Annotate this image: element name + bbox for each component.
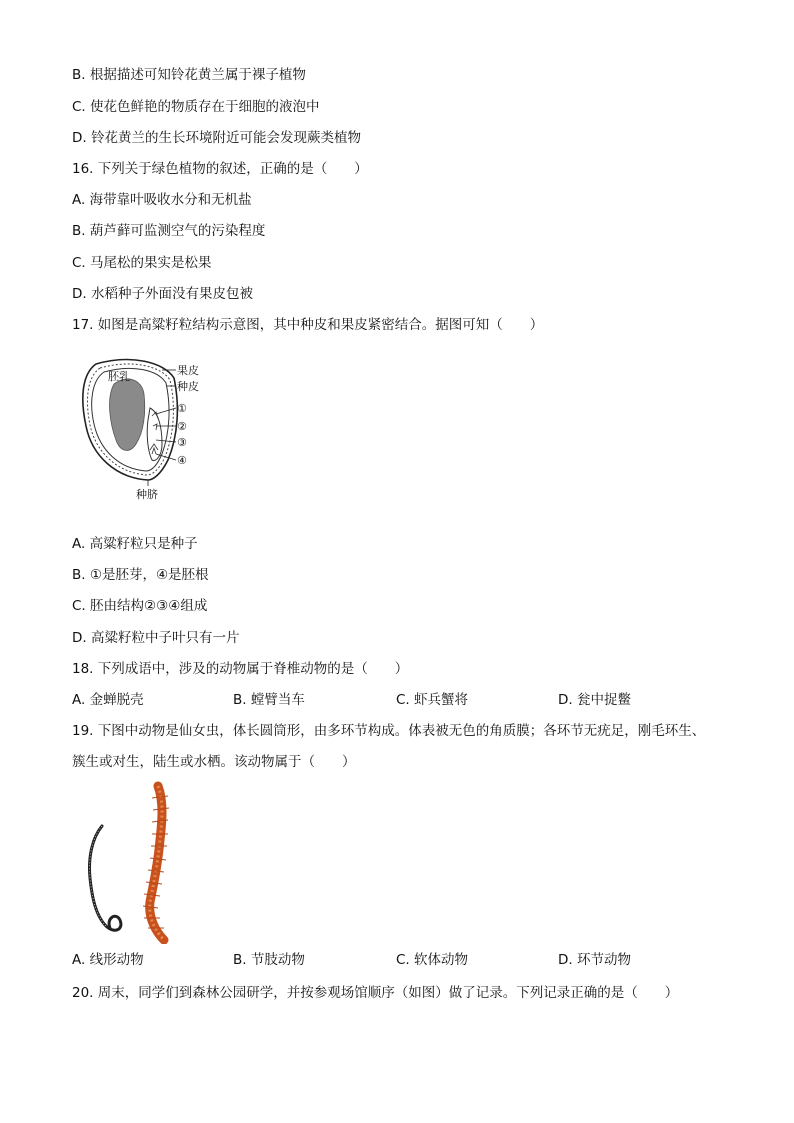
q19-options	[72, 950, 722, 970]
q18-option-b: B. 螳臂当车	[233, 692, 305, 708]
q16-option-c: C. 马尾松的果实是松果	[72, 255, 212, 271]
label-endosperm: 胚乳	[108, 370, 130, 383]
label-3: ③	[177, 436, 187, 449]
q19-option-c: C. 软体动物	[396, 952, 469, 968]
q18-option-c: C. 虾兵蟹将	[396, 692, 469, 708]
q15-option-c: C. 使花色鲜艳的物质存在于细胞的液泡中	[72, 99, 320, 115]
sorghum-grain-diagram	[76, 356, 226, 502]
q16-option-a: A. 海带靠叶吸收水分和无机盐	[72, 192, 252, 208]
q18-stem: 18. 下列成语中，涉及的动物属于脊椎动物的是（ ）	[72, 661, 409, 677]
label-pericarp: 果皮	[177, 364, 199, 377]
q15-option-d: D. 铃花黄兰的生长环境附近可能会发现蕨类植物	[72, 130, 361, 146]
q15-option-b: B. 根据描述可知铃花黄兰属于裸子植物	[72, 67, 306, 83]
q19-stem-line1: 19. 下图中动物是仙女虫，体长圆筒形，由多环节构成。体表被无色的角质膜；各环节无疣足，刚毛环生、	[72, 723, 706, 739]
q17-option-c: C. 胚由结构②③④组成	[72, 598, 208, 614]
q19-option-a: A. 线形动物	[72, 952, 144, 968]
label-seed-coat: 种皮	[177, 380, 199, 393]
q19-option-b: B. 节肢动物	[233, 952, 305, 968]
label-1: ①	[177, 402, 187, 415]
label-hilum: 种脐	[136, 488, 158, 501]
q17-option-b: B. ①是胚芽，④是胚根	[72, 567, 209, 583]
q17-option-a: A. 高粱籽粒只是种子	[72, 536, 198, 552]
q16-option-b: B. 葫芦藓可监测空气的污染程度	[72, 223, 266, 239]
q17-stem: 17. 如图是高粱籽粒结构示意图，其中种皮和果皮紧密结合。据图可知（ ）	[72, 317, 544, 333]
q16-option-d: D. 水稻种子外面没有果皮包被	[72, 286, 253, 302]
q19-option-d: D. 环节动物	[558, 952, 631, 968]
q17-option-d: D. 高粱籽粒中子叶只有一片	[72, 630, 240, 646]
label-4: ④	[177, 454, 187, 467]
q16-stem: 16. 下列关于绿色植物的叙述，正确的是（ ）	[72, 161, 368, 177]
q19-stem-line2: 簇生或对生，陆生或水栖。该动物属于（ ）	[72, 754, 356, 770]
q18-option-a: A. 金蝉脱壳	[72, 692, 144, 708]
q18-option-d: D. 瓮中捉鳖	[558, 692, 631, 708]
q20-stem: 20. 周末，同学们到森林公园研学，并按参观场馆顺序（如图）做了记录。下列记录正确的是（ ）	[72, 985, 679, 1001]
naididae-worm-photo	[76, 778, 186, 944]
label-2: ②	[177, 420, 187, 433]
q18-options	[72, 690, 722, 710]
